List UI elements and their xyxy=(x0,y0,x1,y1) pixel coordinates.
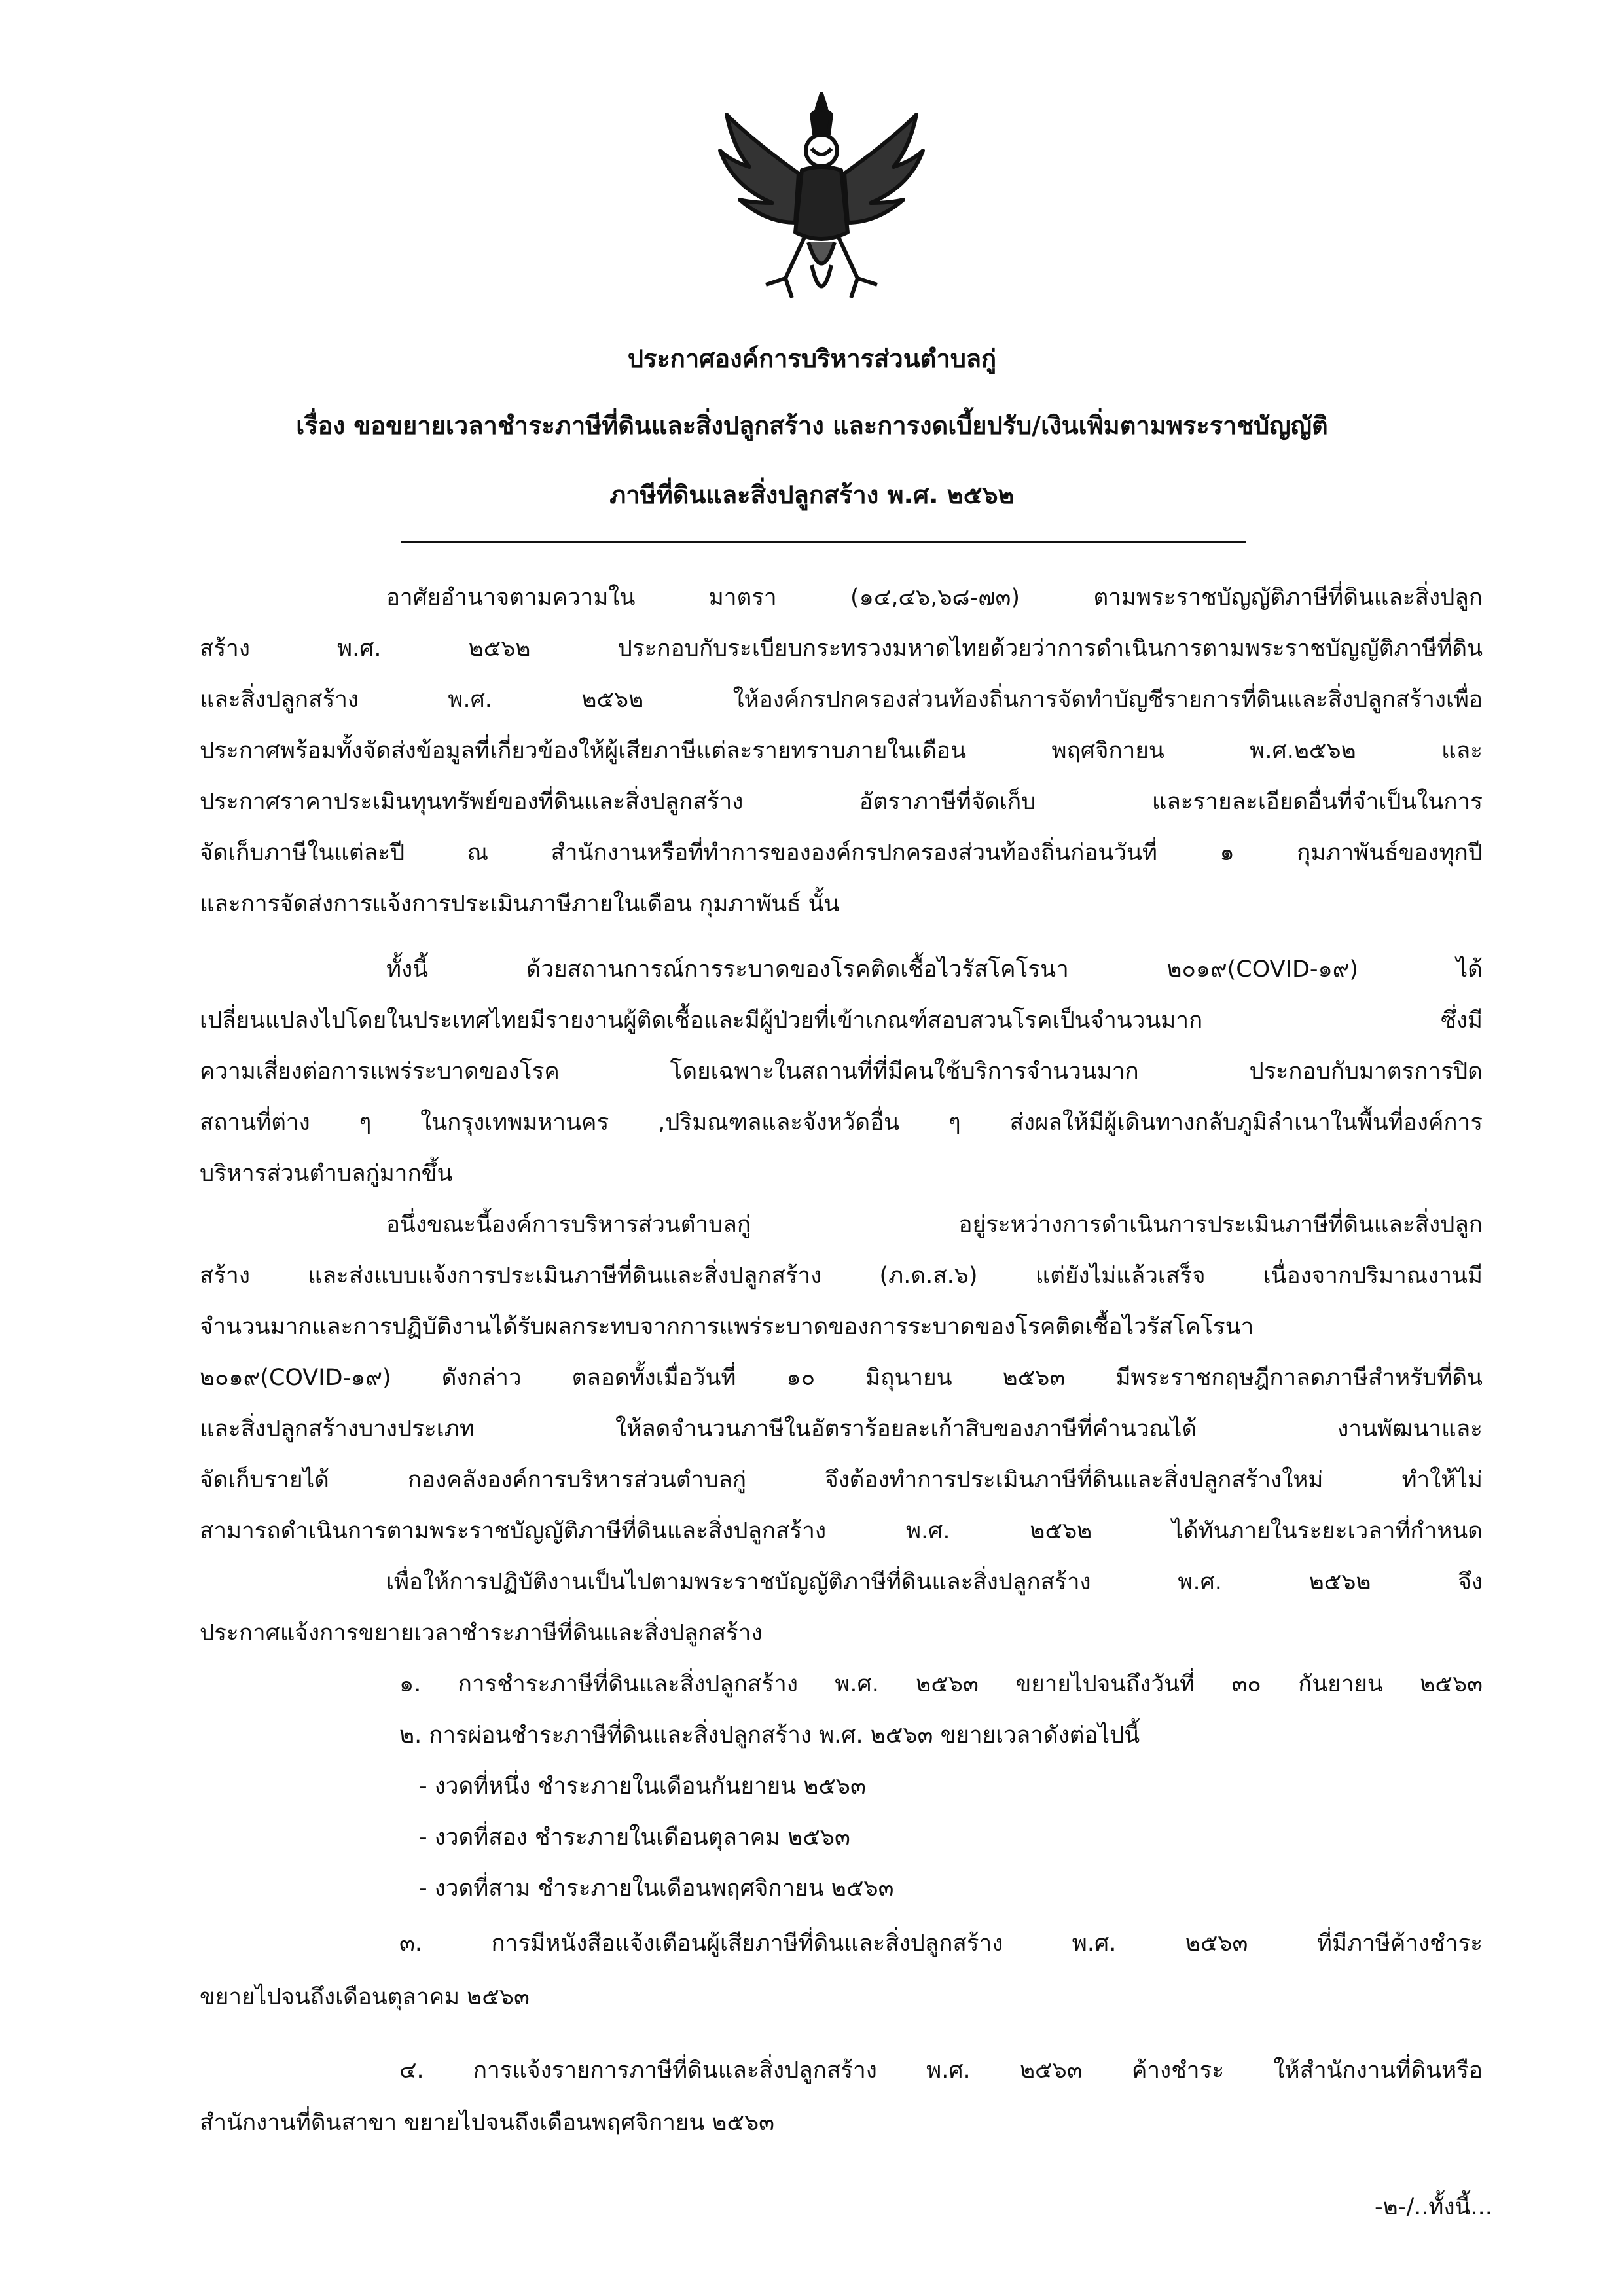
para1-line: ประกาศราคาประเมินทุนทรัพย์ของที่ดินและสิ่งปลูกสร้าง อัตราภาษีที่จัดเก็บ และรายละเอียดอื่นที่จำเป็นในการ xyxy=(200,789,1483,815)
para1-line: ประกาศพร้อมทั้งจัดส่งข้อมูลที่เกี่ยวข้องให้ผู้เสียภาษีแต่ละรายทราบภายในเดือน พฤศจิกายน พ.ศ.๒๕๖๒ และ xyxy=(200,738,1483,764)
announcement-subject-cont: ภาษีที่ดินและสิ่งปลูกสร้าง พ.ศ. ๒๕๖๒ xyxy=(609,480,1015,509)
para1-line: อาศัยอำนาจตามความใน มาตรา (๑๔,๔๖,๖๘-๗๓) ตามพระราชบัญญัติภาษีที่ดินและสิ่งปลูก xyxy=(386,585,1483,611)
list-item-2: ๒. การผ่อนชำระภาษีที่ดินและสิ่งปลูกสร้าง พ.ศ. ๒๕๖๓ ขยายเวลาดังต่อไปนี้ xyxy=(399,1722,1140,1748)
para3-line: สร้าง และส่งแบบแจ้งการประเมินภาษีที่ดินและสิ่งปลูกสร้าง (ภ.ด.ส.๖) แต่ยังไม่แล้วเสร็จ เนื่องจากปริมาณงานมี xyxy=(200,1263,1483,1289)
para2-line: เปลี่ยนแปลงไปโดยในประเทศไทยมีรายงานผู้ติดเชื้อและมีผู้ป่วยที่เข้าเกณฑ์สอบสวนโรคเป็นจำนวนมาก ซึ่งมี xyxy=(200,1007,1483,1034)
para3-line: อนึ่งขณะนี้องค์การบริหารส่วนตำบลกู่ อยู่ระหว่างการดำเนินการประเมินภาษีที่ดินและสิ่งปลูก xyxy=(386,1212,1483,1238)
para3-line: จัดเก็บรายได้ กองคลังองค์การบริหารส่วนตำบลกู่ จึงต้องทำการประเมินภาษีที่ดินและสิ่งปลูกสร้างใหม่ ทำให้ไม่ xyxy=(200,1467,1483,1493)
list-item-3-cont: ขยายไปจนถึงเดือนตุลาคม ๒๕๖๓ xyxy=(200,1984,530,2010)
para2-line: บริหารส่วนตำบลกู่มากขึ้น xyxy=(200,1161,453,1187)
para2-line: สถานที่ต่าง ๆ ในกรุงเทพมหานคร ,ปริมณฑลและจังหวัดอื่น ๆ ส่งผลให้มีผู้เดินทางกลับภูมิลำเนาในพื้นที่องค์การ xyxy=(200,1110,1483,1136)
list-item-3: ๓. การมีหนังสือแจ้งเตือนผู้เสียภาษีที่ดินและสิ่งปลูกสร้าง พ.ศ. ๒๕๖๓ ที่มีภาษีค้างชำระ xyxy=(399,1930,1483,1957)
list-item-1: ๑. การชำระภาษีที่ดินและสิ่งปลูกสร้าง พ.ศ. ๒๕๖๓ ขยายไปจนถึงวันที่ ๓๐ กันยายน ๒๕๖๓ xyxy=(399,1671,1483,1697)
list-item-4: ๔. การแจ้งรายการภาษีที่ดินและสิ่งปลูกสร้าง พ.ศ. ๒๕๖๓ ค้างชำระ ให้สำนักงานที่ดินหรือ xyxy=(399,2057,1483,2084)
list-subitem: - งวดที่สอง ชำระภายในเดือนตุลาคม ๒๕๖๓ xyxy=(419,1824,850,1851)
page-continuation: -๒-/..ทั้งนี้... xyxy=(1375,2194,1492,2220)
para3-line: และสิ่งปลูกสร้างบางประเภท ให้ลดจำนวนภาษีในอัตราร้อยละเก้าสิบของภาษีที่คำนวณได้ งานพัฒนาและ xyxy=(200,1416,1483,1442)
para2-line: ทั้งนี้ ด้วยสถานการณ์การระบาดของโรคติดเชื้อไวรัสโคโรนา ๒๐๑๙(COVID-๑๙) ได้ xyxy=(386,956,1483,983)
list-item-4-cont: สำนักงานที่ดินสาขา ขยายไปจนถึงเดือนพฤศจิกายน ๒๕๖๓ xyxy=(200,2110,775,2136)
para1-line: จัดเก็บภาษีในแต่ละปี ณ สำนักงานหรือที่ทำการขององค์กรปกครองส่วนท้องถิ่นก่อนวันที่ ๑ กุมภาพันธ์ของทุกปี xyxy=(200,840,1483,866)
para1-line: สร้าง พ.ศ. ๒๕๖๒ ประกอบกับระเบียบกระทรวงมหาดไทยด้วยว่าการดำเนินการตามพระราชบัญญัติภาษีที่ดิน xyxy=(200,636,1483,662)
garuda-emblem-icon xyxy=(713,88,929,314)
para1-line: และสิ่งปลูกสร้าง พ.ศ. ๒๕๖๒ ให้องค์กรปกครองส่วนท้องถิ่นการจัดทำบัญชีรายการที่ดินและสิ่งปลูกสร้างเพื่อ xyxy=(200,687,1483,713)
para1-line: และการจัดส่งการแจ้งการประเมินภาษีภายในเดือน กุมภาพันธ์ นั้น xyxy=(200,891,840,917)
para3-line: สามารถดำเนินการตามพระราชบัญญัติภาษีที่ดินและสิ่งปลูกสร้าง พ.ศ. ๒๕๖๒ ได้ทันภายในระยะเวลาที่กำหนด xyxy=(200,1518,1483,1544)
list-subitem: - งวดที่หนึ่ง ชำระภายในเดือนกันยายน ๒๕๖๓ xyxy=(419,1773,866,1799)
para4-line: เพื่อให้การปฏิบัติงานเป็นไปตามพระราชบัญญัติภาษีที่ดินและสิ่งปลูกสร้าง พ.ศ. ๒๕๖๒ จึง xyxy=(386,1569,1483,1595)
heading-divider xyxy=(401,541,1246,543)
para2-line: ความเสี่ยงต่อการแพร่ระบาดของโรค โดยเฉพาะในสถานที่ที่มีคนใช้บริการจำนวนมาก ประกอบกับมาตรการปิด xyxy=(200,1058,1483,1085)
announcement-title: ประกาศองค์การบริหารส่วนตำบลกู่ xyxy=(627,344,997,373)
announcement-subject: เรื่อง ขอขยายเวลาชำระภาษีที่ดินและสิ่งปลูกสร้าง และการงดเบี้ยปรับ/เงินเพิ่มตามพระราชบัญญัติ xyxy=(296,411,1328,440)
list-subitem: - งวดที่สาม ชำระภายในเดือนพฤศจิกายน ๒๕๖๓ xyxy=(419,1875,894,1902)
para3-line: ๒๐๑๙(COVID-๑๙) ดังกล่าว ตลอดทั้งเมื่อวันที่ ๑๐ มิถุนายน ๒๕๖๓ มีพระราชกฤษฎีกาลดภาษีสำหรับที่ดิน xyxy=(200,1365,1483,1391)
para3-line: จำนวนมากและการปฏิบัติงานได้รับผลกระทบจากการแพร่ระบาดของการระบาดของโรคติดเชื้อไวรัสโคโรนา xyxy=(200,1314,1254,1340)
para4-line: ประกาศแจ้งการขยายเวลาชำระภาษีที่ดินและสิ่งปลูกสร้าง xyxy=(200,1620,763,1646)
